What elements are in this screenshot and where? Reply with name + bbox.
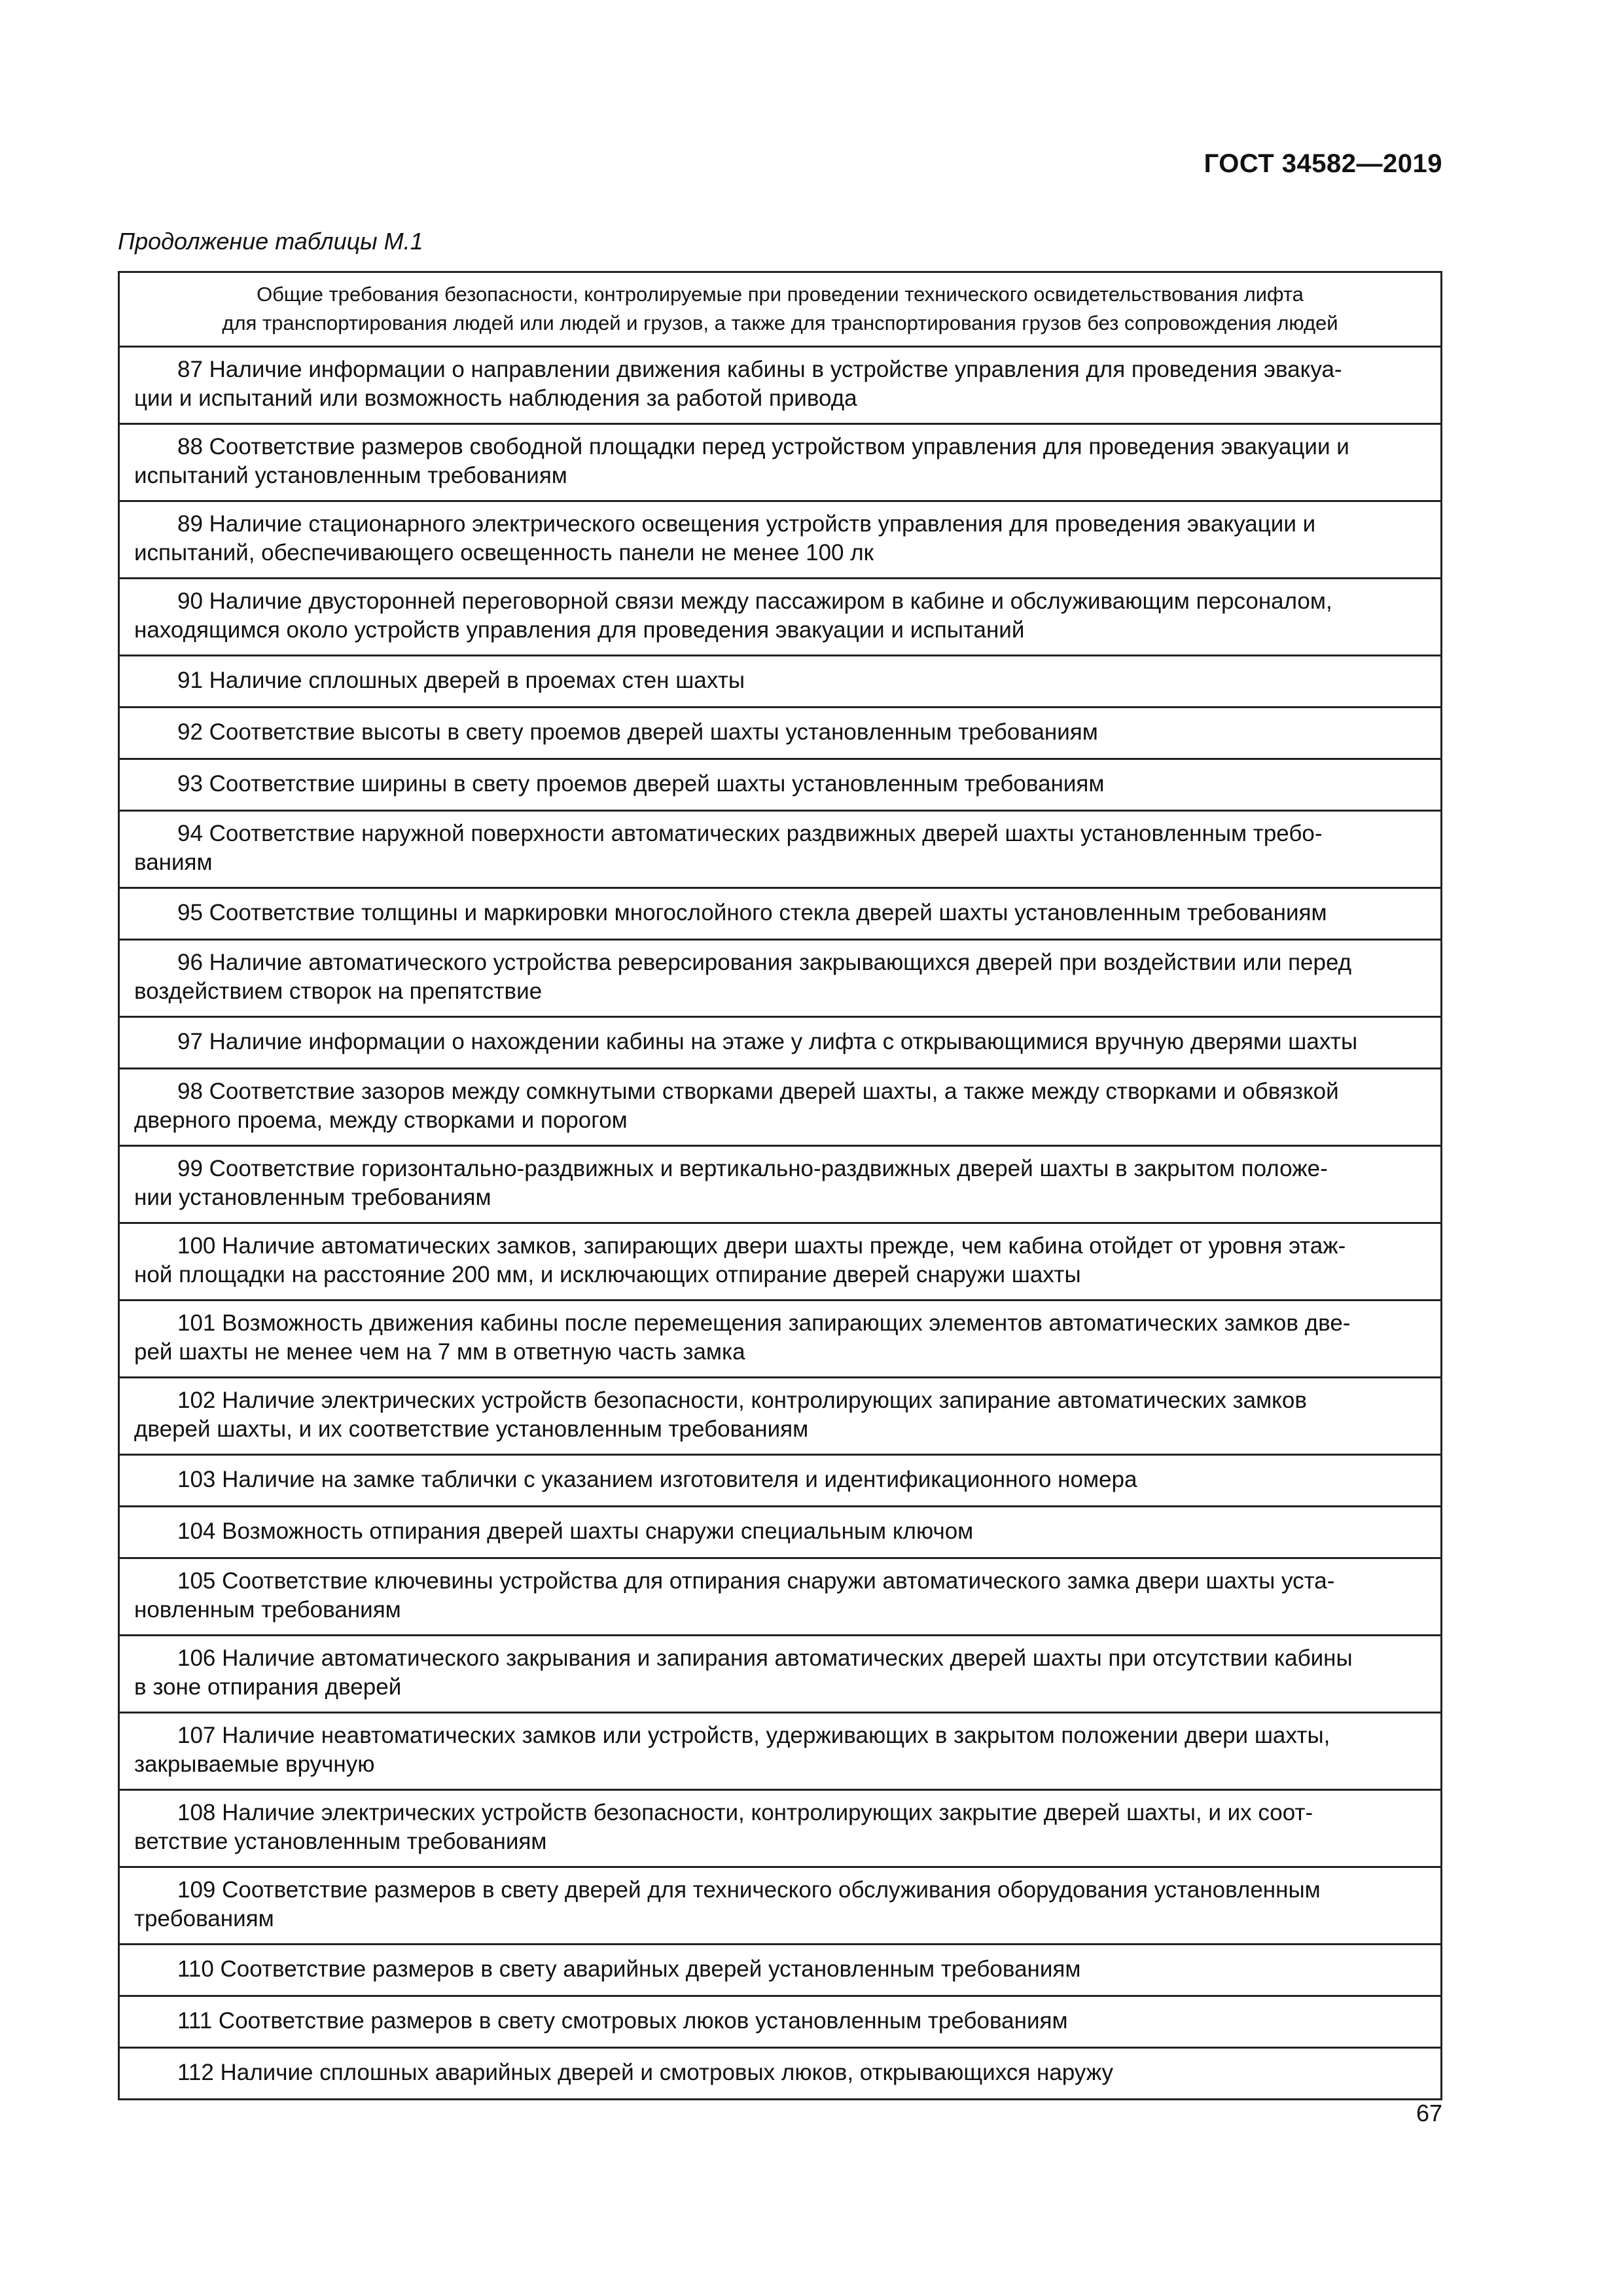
table-row	[120, 810, 1440, 887]
requirement-text-line-1: 104 Возможность отпирания дверей шахты снаружи специальным ключом	[177, 1518, 974, 1544]
table-row	[120, 1016, 1440, 1067]
requirement-text-line-1: 111 Соответствие размеров в свету смотровых люков установленным требованиям	[177, 2008, 1068, 2034]
requirement-text-line-1: 87 Наличие информации о направлении движения кабины в устройстве управления для проведения эвакуа-	[177, 357, 1342, 382]
requirement-text-line-1: 88 Соответствие размеров свободной площадки перед устройством управления для проведения эвакуации и	[177, 434, 1349, 459]
requirements-table	[118, 271, 1442, 2100]
table-row	[120, 1943, 1440, 1995]
requirement-text-line-2: ваниям	[134, 850, 213, 875]
page-number: 67	[1416, 2100, 1442, 2126]
table-row	[120, 887, 1440, 939]
table-row	[120, 1067, 1440, 1145]
table-header-line-1: Общие требования безопасности, контролируемые при проведении технического освидетельствования лифта	[257, 283, 1304, 306]
requirement-text-line-1: 103 Наличие на замке таблички с указанием изготовителя и идентификационного номера	[177, 1467, 1137, 1492]
requirement-text-line-1: 109 Соответствие размеров в свету дверей для технического обслуживания оборудования установленным	[177, 1877, 1321, 1903]
table-body	[120, 348, 1440, 2098]
requirement-text-line-1: 110 Соответствие размеров в свету аварийных дверей установленным требованиям	[177, 1956, 1081, 1982]
requirement-text-line-2: рей шахты не менее чем на 7 мм в ответную часть замка	[134, 1339, 745, 1365]
table-row	[120, 1299, 1440, 1376]
table-row	[120, 706, 1440, 758]
requirement-text-line-1: 94 Соответствие наружной поверхности автоматических раздвижных дверей шахты установленным требо-	[177, 821, 1323, 846]
requirement-text-line-1: 93 Соответствие ширины в свету проемов дверей шахты установленным требованиям	[177, 771, 1105, 797]
table-row	[120, 500, 1440, 577]
standard-code: ГОСТ 34582—2019	[1204, 149, 1442, 178]
table-row	[120, 577, 1440, 655]
table-row	[120, 1376, 1440, 1454]
table-header-line-2: для транспортирования людей или людей и грузов, а также для транспортирования грузов без сопровождения людей	[222, 312, 1338, 334]
requirement-text-line-1: 101 Возможность движения кабины после перемещения запирающих элементов автоматических замков две-	[177, 1310, 1351, 1336]
requirement-text-line-2: ции и испытаний или возможность наблюдения за работой привода	[134, 386, 857, 411]
table-row	[120, 1866, 1440, 1943]
requirement-text-line-1: 108 Наличие электрических устройств безопасности, контролирующих закрытие дверей шахты, и их соот-	[177, 1800, 1313, 1825]
table-row	[120, 1145, 1440, 1222]
table-header	[120, 273, 1440, 348]
requirement-text-line-1: 95 Соответствие толщины и маркировки многослойного стекла дверей шахты установленным требованиям	[177, 900, 1327, 925]
table-row	[120, 1789, 1440, 1866]
table-row	[120, 758, 1440, 810]
table-row	[120, 1454, 1440, 1505]
requirement-text-line-1: 106 Наличие автоматического закрывания и запирания автоматических дверей шахты при отсутствии кабины	[177, 1645, 1353, 1671]
requirement-text-line-2: ной площадки на расстояние 200 мм, и исключающих отпирание дверей снаружи шахты	[134, 1262, 1081, 1287]
requirement-text-line-1: 90 Наличие двусторонней переговорной связи между пассажиром в кабине и обслуживающим персоналом,	[177, 588, 1332, 614]
table-continuation-label: Продолжение таблицы М.1	[118, 228, 423, 255]
requirement-text-line-2: в зоне отпирания дверей	[134, 1674, 402, 1700]
requirement-text-line-2: ветствие установленным требованиям	[134, 1829, 547, 1854]
table-row	[120, 1222, 1440, 1299]
requirement-text-line-2: новленным требованиям	[134, 1597, 401, 1623]
requirement-text-line-2: дверей шахты, и их соответствие установленным требованиям	[134, 1416, 809, 1442]
requirement-text-line-2: дверного проема, между створками и порогом	[134, 1107, 628, 1133]
requirement-text-line-1: 99 Соответствие горизонтально-раздвижных и вертикально-раздвижных дверей шахты в закрытом положе-	[177, 1156, 1328, 1181]
requirement-text-line-2: испытаний, обеспечивающего освещенность панели не менее 100 лк	[134, 540, 874, 565]
requirement-text-line-2: нии установленным требованиям	[134, 1185, 491, 1210]
requirement-text-line-1: 96 Наличие автоматического устройства реверсирования закрывающихся дверей при воздействии или перед	[177, 950, 1352, 975]
requirement-text-line-1: 107 Наличие неавтоматических замков или устройств, удерживающих в закрытом положении двери шахты,	[177, 1723, 1330, 1748]
requirement-text-line-1: 91 Наличие сплошных дверей в проемах стен шахты	[177, 668, 745, 693]
requirement-text-line-1: 102 Наличие электрических устройств безопасности, контролирующих запирание автоматических замков	[177, 1388, 1307, 1413]
requirement-text-line-1: 97 Наличие информации о нахождении кабины на этаже у лифта с открывающимися вручную дверями шахты	[177, 1029, 1358, 1054]
table-row	[120, 423, 1440, 500]
requirement-text-line-2: находящимся около устройств управления для проведения эвакуации и испытаний	[134, 617, 1025, 643]
requirement-text-line-1: 100 Наличие автоматических замков, запирающих двери шахты прежде, чем кабина отойдет от уровня этаж-	[177, 1233, 1346, 1259]
table-row	[120, 1712, 1440, 1789]
requirement-text-line-1: 112 Наличие сплошных аварийных дверей и смотровых люков, открывающихся наружу	[177, 2060, 1114, 2085]
table-row	[120, 348, 1440, 423]
table-row	[120, 1634, 1440, 1712]
requirement-text-line-1: 105 Соответствие ключевины устройства для отпирания снаружи автоматического замка двери шахты уста-	[177, 1568, 1335, 1594]
requirement-text-line-1: 89 Наличие стационарного электрического освещения устройств управления для проведения эвакуации и	[177, 511, 1316, 537]
table-row	[120, 1995, 1440, 2047]
requirement-text-line-2: воздействием створок на препятствие	[134, 978, 543, 1004]
requirement-text-line-2: требованиям	[134, 1906, 274, 1931]
requirement-text-line-2: испытаний установленным требованиям	[134, 463, 567, 488]
table-row	[120, 1557, 1440, 1634]
table-row	[120, 2047, 1440, 2098]
table-row	[120, 655, 1440, 706]
table-row	[120, 1505, 1440, 1557]
requirement-text-line-2: закрываемые вручную	[134, 1751, 375, 1777]
table-row	[120, 939, 1440, 1016]
requirement-text-line-1: 92 Соответствие высоты в свету проемов дверей шахты установленным требованиям	[177, 719, 1098, 745]
requirement-text-line-1: 98 Соответствие зазоров между сомкнутыми створками дверей шахты, а также между створками и обвязкой	[177, 1079, 1339, 1104]
